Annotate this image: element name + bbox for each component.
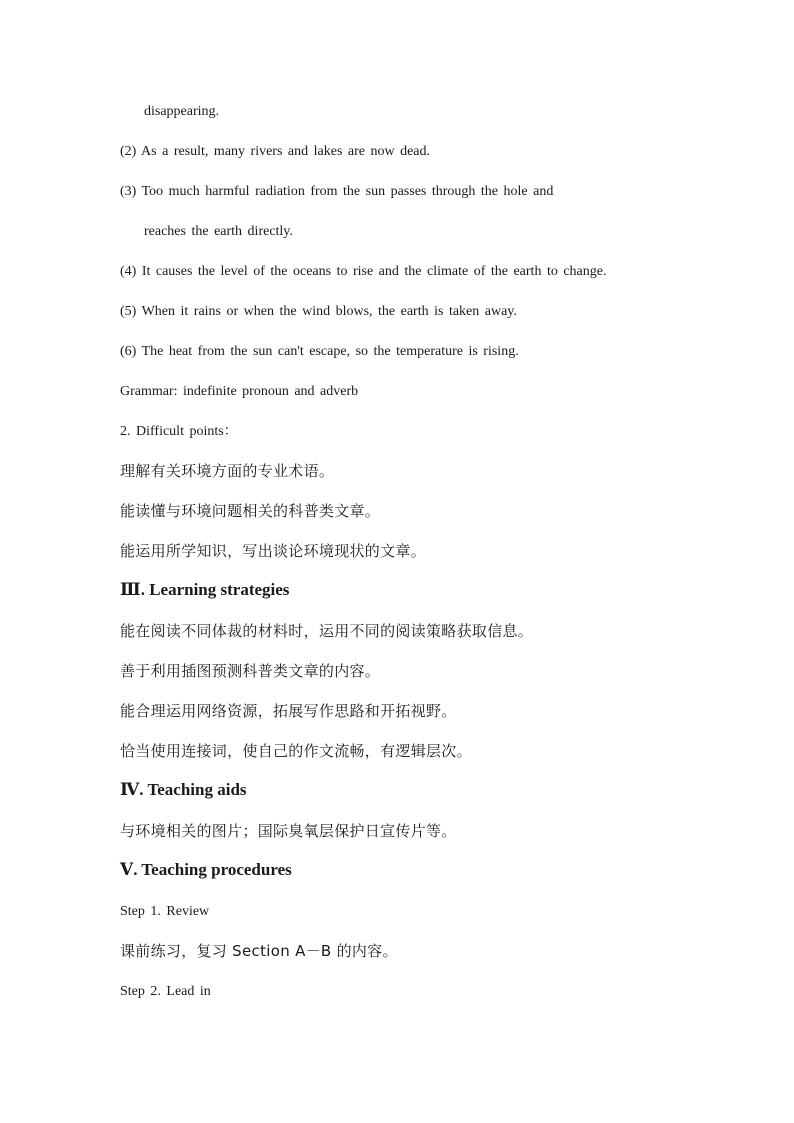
paragraph-cn: 善于利用插图预测科普类文章的内容。 [120, 662, 381, 680]
step-label: Step 2. Lead in [120, 984, 211, 999]
difficult-points-label: 2. Difficult points： [120, 424, 238, 439]
paragraph-cn: 能运用所学知识，写出谈论环境现状的文章。 [120, 542, 427, 560]
list-item: (2) As a result, many rivers and lakes are now dead. [120, 144, 431, 159]
list-item: (4) It causes the level of the oceans to rise and the climate of the earth to change. [120, 264, 607, 279]
paragraph-cn: 能读懂与环境问题相关的科普类文章。 [120, 502, 381, 520]
grammar-line: Grammar: indefinite pronoun and adverb [120, 384, 359, 399]
paragraph-cn: 理解有关环境方面的专业术语。 [120, 462, 335, 480]
paragraph-cn: 课前练习，复习 Section A－B 的内容。 [120, 942, 398, 960]
list-item-continuation: reaches the earth directly. [144, 224, 293, 239]
list-item: (5) When it rains or when the wind blows, the earth is taken away. [120, 304, 517, 319]
list-item-continuation: disappearing. [144, 104, 220, 119]
paragraph-cn: 能在阅读不同体裁的材料时，运用不同的阅读策略获取信息。 [120, 622, 534, 640]
list-item: (6) The heat from the sun can't escape, so the temperature is rising. [120, 344, 519, 359]
step-label: Step 1. Review [120, 904, 210, 919]
paragraph-cn: 能合理运用网络资源，拓展写作思路和开拓视野。 [120, 702, 457, 720]
paragraph-cn: 与环境相关的图片；国际臭氧层保护日宣传片等。 [120, 822, 457, 840]
section-heading-teaching-aids: Ⅳ. Teaching aids [120, 780, 247, 799]
section-heading-teaching-procedures: Ⅴ. Teaching procedures [120, 860, 292, 879]
list-item: (3) Too much harmful radiation from the sun passes through the hole and [120, 184, 554, 199]
paragraph-cn: 恰当使用连接词，使自己的作文流畅，有逻辑层次。 [120, 742, 472, 760]
section-heading-learning-strategies: Ⅲ. Learning strategies [120, 580, 290, 599]
